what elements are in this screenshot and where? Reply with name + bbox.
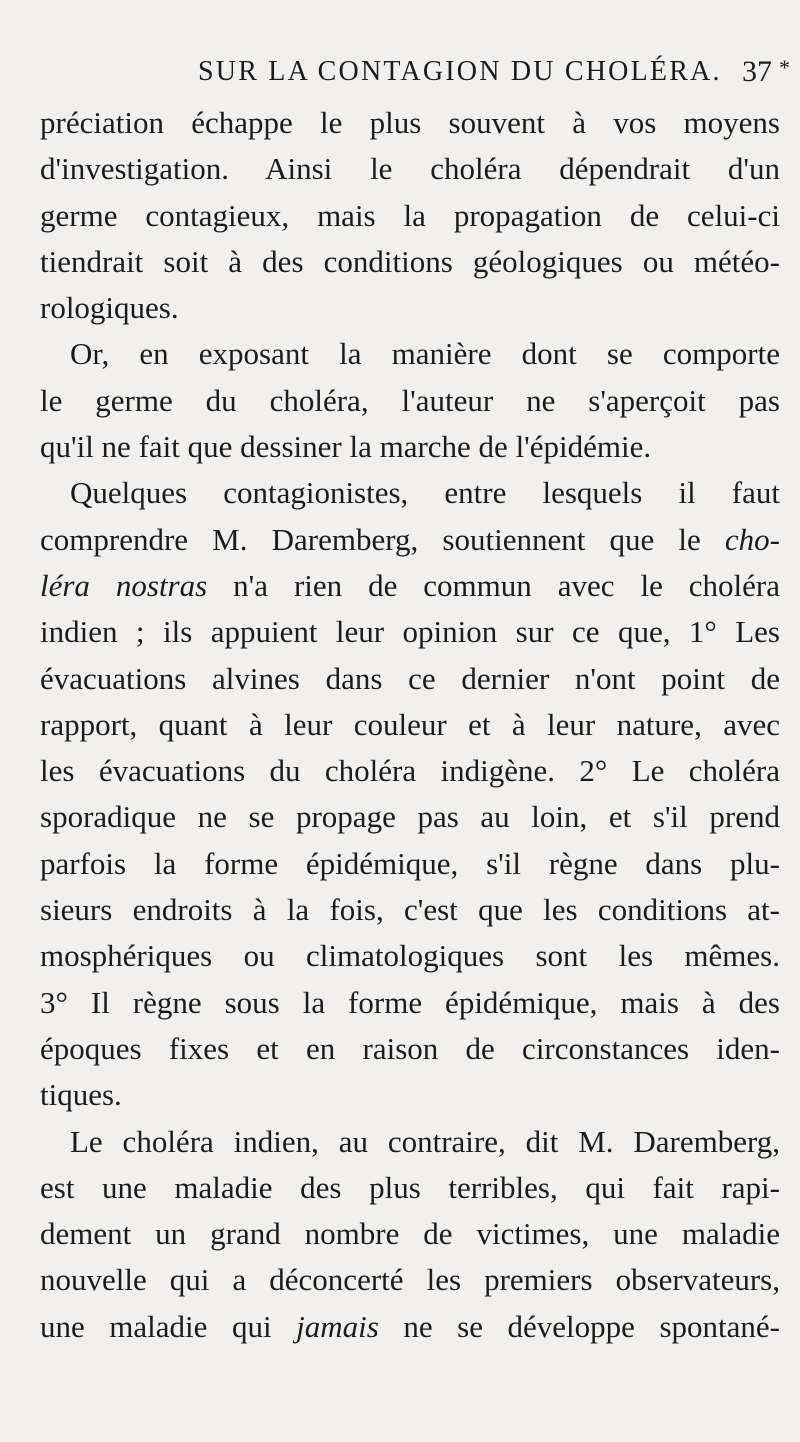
text-line: évacuations alvines dans ce dernier n'ont point de (40, 660, 780, 696)
paragraph-start-line: Quelques contagionistes, entre lesquels il faut (70, 475, 780, 511)
text-line: est une maladie des plus terribles, qui fait rapi- (40, 1169, 780, 1205)
text-line: germe contagieux, mais la propagation de celui-ci (40, 197, 780, 233)
text-line: le germe du choléra, l'auteur ne s'aperçoit pas (40, 382, 780, 418)
running-head (198, 52, 790, 92)
text-line: époques fixes et en raison de circonstances iden- (40, 1030, 780, 1066)
line-text: ne se développe spontané- (378, 1308, 780, 1344)
paragraph-start-line: Or, en exposant la manière dont se comporte (70, 336, 780, 372)
margin-mark: * (779, 55, 790, 80)
text-line: préciation échappe le plus souvent à vos moyens (40, 105, 780, 140)
text-line: 3° Il règne sous la forme épidémique, mais à des (40, 984, 780, 1020)
running-title: SUR LA CONTAGION DU CHOLÉRA. (198, 56, 722, 87)
text-line: indien ; ils appuient leur opinion sur ce que, 1° Les (40, 614, 780, 650)
text-line: tiques. (40, 1077, 122, 1113)
line-text: comprendre M. Daremberg, soutiennent que le (40, 521, 725, 557)
italic-text: cho- (724, 521, 780, 557)
text-line: les évacuations du choléra indigène. 2° Le choléra (40, 753, 780, 789)
text-line: sporadique ne se propage pas au loin, et s'il prend (40, 799, 780, 835)
italic-text: jamais (296, 1308, 379, 1344)
text-line (40, 517, 780, 563)
italic-text: léra nostras (40, 567, 208, 603)
text-line (40, 563, 780, 609)
text-line: rapport, quant à leur couleur et à leur nature, avec (40, 706, 780, 742)
paragraph-start-line: Le choléra indien, au contraire, dit M. Daremberg, (70, 1123, 780, 1159)
text-line (40, 1304, 780, 1350)
text-line: qu'il ne fait que dessiner la marche de l'épidémie. (40, 429, 652, 465)
text-line: mosphériques ou climatologiques sont les mêmes. (40, 938, 780, 974)
line-text: une maladie qui (40, 1308, 297, 1344)
line-text: n'a rien de commun avec le choléra (207, 567, 780, 603)
text-line: rologiques. (40, 290, 179, 326)
text-line: sieurs endroits à la fois, c'est que les conditions at- (40, 892, 780, 928)
text-line: parfois la forme épidémique, s'il règne dans plu- (40, 845, 780, 881)
text-line: tiendrait soit à des conditions géologiques ou météo- (40, 243, 780, 279)
page-number: 37 (742, 55, 772, 88)
text-line: nouvelle qui a déconcerté les premiers observateurs, (40, 1262, 780, 1298)
body-text (40, 100, 780, 1350)
text-line: dement un grand nombre de victimes, une maladie (40, 1216, 780, 1252)
text-line: d'investigation. Ainsi le choléra dépendrait d'un (40, 151, 780, 187)
